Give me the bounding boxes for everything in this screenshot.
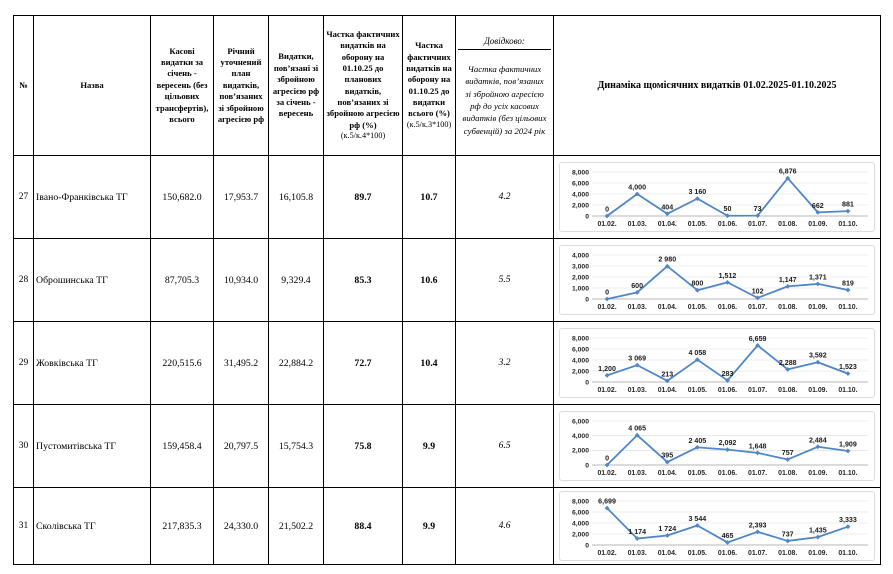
- cell-share-of-plan: 72.7: [324, 322, 403, 405]
- svg-text:01.03.: 01.03.: [627, 304, 647, 311]
- svg-text:0: 0: [585, 296, 589, 304]
- svg-text:2,000: 2,000: [571, 531, 589, 539]
- cell-reference-share-2024: 4.6: [456, 488, 554, 565]
- svg-text:102: 102: [751, 287, 764, 296]
- svg-text:01.03.: 01.03.: [627, 470, 647, 477]
- header-share-of-plan-formula: (к.5/к.4*100): [340, 131, 386, 141]
- cell-community-name: Сколівська ТГ: [34, 488, 151, 565]
- cell-row-number: 27: [14, 156, 34, 239]
- svg-text:662: 662: [811, 201, 824, 210]
- svg-text:757: 757: [781, 448, 794, 457]
- header-share-of-plan: [324, 16, 403, 156]
- svg-text:01.04.: 01.04.: [657, 470, 677, 477]
- svg-text:6,876: 6,876: [778, 167, 797, 176]
- svg-text:01.08.: 01.08.: [778, 304, 798, 311]
- cell-dynamics-chart: [554, 322, 881, 405]
- svg-text:2,000: 2,000: [571, 447, 589, 455]
- svg-text:0: 0: [605, 288, 610, 297]
- svg-text:01.08.: 01.08.: [778, 221, 798, 228]
- svg-text:3 160: 3 160: [688, 188, 707, 197]
- cell-row-number: 30: [14, 405, 34, 488]
- cell-annual-plan: 31,495.2: [214, 322, 269, 405]
- svg-text:01.08.: 01.08.: [778, 387, 798, 394]
- svg-text:2,484: 2,484: [808, 436, 827, 445]
- cell-annual-plan: 10,934.0: [214, 239, 269, 322]
- svg-text:1,909: 1,909: [839, 440, 857, 449]
- svg-text:01.07.: 01.07.: [748, 387, 768, 394]
- cell-reference-share-2024: 3.2: [456, 322, 554, 405]
- svg-text:01.10.: 01.10.: [838, 470, 858, 477]
- svg-text:01.05.: 01.05.: [687, 470, 707, 477]
- cell-dynamics-chart: [554, 405, 881, 488]
- svg-text:01.03.: 01.03.: [627, 221, 647, 228]
- header-aggression-expenditures: Видатки, пов’язані зі збройною агресією рф за січень - вересень: [269, 16, 324, 156]
- svg-text:0: 0: [585, 379, 589, 387]
- chart-svg: [560, 329, 872, 395]
- header-share-of-total-formula: (к.5/к.3*100): [406, 119, 452, 129]
- svg-text:01.02.: 01.02.: [597, 470, 617, 477]
- svg-text:1,435: 1,435: [808, 526, 827, 535]
- svg-text:3 544: 3 544: [688, 515, 707, 524]
- cell-reference-share-2024: 6.5: [456, 405, 554, 488]
- header-reference-body: Частка фактичних видатків, пов’язаних зі збройною агресією рф до усіх касових видатків (без цільових субвенцій) за 2024 рік: [462, 64, 547, 136]
- svg-text:6,699: 6,699: [598, 497, 616, 506]
- cell-community-name: Пустомитівська ТГ: [34, 405, 151, 488]
- svg-text:1 724: 1 724: [658, 525, 677, 534]
- svg-text:01.06.: 01.06.: [717, 304, 738, 311]
- svg-text:8,000: 8,000: [571, 335, 589, 343]
- cell-cash-expenditures: 217,835.3: [151, 488, 214, 565]
- svg-text:800: 800: [691, 279, 704, 288]
- table-row: [14, 322, 881, 405]
- svg-text:01.09.: 01.09.: [808, 470, 828, 477]
- cell-cash-expenditures: 159,458.4: [151, 405, 214, 488]
- svg-text:4,000: 4,000: [571, 252, 589, 260]
- svg-text:01.06.: 01.06.: [717, 470, 738, 477]
- cell-annual-plan: 20,797.5: [214, 405, 269, 488]
- svg-text:283: 283: [721, 369, 734, 378]
- cell-dynamics-chart: [554, 156, 881, 239]
- svg-text:1,512: 1,512: [718, 271, 737, 280]
- monthly-dynamics-line-chart: [559, 491, 875, 561]
- header-reference-title: Довідково:: [458, 34, 551, 50]
- monthly-dynamics-line-chart: [559, 162, 875, 232]
- svg-text:465: 465: [721, 531, 734, 540]
- svg-text:01.10.: 01.10.: [838, 304, 858, 311]
- chart-svg: [560, 163, 872, 229]
- svg-text:0: 0: [605, 205, 610, 214]
- cell-row-number: 29: [14, 322, 34, 405]
- chart-svg: [560, 246, 872, 312]
- svg-text:4,000: 4,000: [571, 432, 589, 440]
- svg-text:404: 404: [661, 203, 674, 212]
- svg-text:4,000: 4,000: [571, 191, 589, 199]
- svg-text:01.05.: 01.05.: [687, 387, 707, 394]
- cell-annual-plan: 24,330.0: [214, 488, 269, 565]
- cell-aggression-expenditures: 16,105.8: [269, 156, 324, 239]
- header-share-of-plan-text: Частка фактичних видатків на оборону на 01.10.25 до планових видатків, пов’язаних зі збройною агресією рф (%): [326, 29, 400, 130]
- svg-text:6,000: 6,000: [571, 180, 589, 188]
- cell-aggression-expenditures: 22,884.2: [269, 322, 324, 405]
- svg-text:01.04.: 01.04.: [657, 221, 677, 228]
- cell-share-of-total: 10.4: [403, 322, 456, 405]
- svg-text:01.08.: 01.08.: [778, 470, 798, 477]
- svg-text:3,592: 3,592: [808, 351, 827, 360]
- svg-text:2,000: 2,000: [571, 274, 589, 282]
- svg-text:213: 213: [661, 370, 674, 379]
- svg-text:1,000: 1,000: [571, 285, 589, 293]
- svg-text:01.07.: 01.07.: [748, 304, 768, 311]
- cell-share-of-total: 10.7: [403, 156, 456, 239]
- cell-share-of-plan: 88.4: [324, 488, 403, 565]
- svg-text:4,000: 4,000: [571, 357, 589, 365]
- header-row: [14, 16, 881, 156]
- cell-row-number: 31: [14, 488, 34, 565]
- svg-text:01.02.: 01.02.: [597, 550, 617, 557]
- cell-cash-expenditures: 220,515.6: [151, 322, 214, 405]
- svg-text:2,000: 2,000: [571, 202, 589, 210]
- svg-text:01.10.: 01.10.: [838, 550, 858, 557]
- svg-text:0: 0: [585, 213, 589, 221]
- cell-community-name: Жовківська ТГ: [34, 322, 151, 405]
- svg-text:3,000: 3,000: [571, 263, 589, 271]
- svg-text:3,333: 3,333: [839, 516, 857, 525]
- svg-text:01.06.: 01.06.: [717, 550, 738, 557]
- cell-cash-expenditures: 150,682.0: [151, 156, 214, 239]
- svg-text:6,659: 6,659: [748, 334, 767, 343]
- cell-community-name: Івано-Франківська ТГ: [34, 156, 151, 239]
- svg-text:73: 73: [753, 205, 762, 214]
- svg-text:2 980: 2 980: [658, 255, 677, 264]
- header-dynamics: Динаміка щомісячних видатків 01.02.2025-01.10.2025: [554, 16, 881, 156]
- cell-annual-plan: 17,953.7: [214, 156, 269, 239]
- cell-cash-expenditures: 87,705.3: [151, 239, 214, 322]
- svg-text:2,288: 2,288: [778, 358, 797, 367]
- svg-text:01.08.: 01.08.: [778, 550, 798, 557]
- svg-text:01.04.: 01.04.: [657, 304, 677, 311]
- monthly-dynamics-line-chart: [559, 411, 875, 481]
- svg-text:01.02.: 01.02.: [597, 304, 617, 311]
- header-number: №: [14, 16, 34, 156]
- svg-text:01.10.: 01.10.: [838, 387, 858, 394]
- svg-text:01.05.: 01.05.: [687, 304, 707, 311]
- svg-text:01.05.: 01.05.: [687, 550, 707, 557]
- cell-share-of-total: 10.6: [403, 239, 456, 322]
- svg-text:01.09.: 01.09.: [808, 387, 828, 394]
- cell-aggression-expenditures: 15,754.3: [269, 405, 324, 488]
- svg-text:881: 881: [842, 200, 854, 209]
- svg-text:8,000: 8,000: [571, 498, 589, 506]
- cell-reference-share-2024: 5.5: [456, 239, 554, 322]
- svg-text:600: 600: [631, 281, 644, 290]
- cell-share-of-total: 9.9: [403, 405, 456, 488]
- cell-row-number: 28: [14, 239, 34, 322]
- svg-text:1,523: 1,523: [839, 363, 857, 372]
- svg-text:6,000: 6,000: [571, 346, 589, 354]
- svg-text:01.02.: 01.02.: [597, 387, 617, 394]
- svg-text:1 174: 1 174: [628, 528, 647, 537]
- svg-text:01.03.: 01.03.: [627, 550, 647, 557]
- svg-text:01.06.: 01.06.: [717, 221, 738, 228]
- header-share-of-total: [403, 16, 456, 156]
- cell-community-name: Оброшинська ТГ: [34, 239, 151, 322]
- monthly-dynamics-line-chart: [559, 328, 875, 398]
- monthly-dynamics-line-chart: [559, 245, 875, 315]
- cell-dynamics-chart: [554, 488, 881, 565]
- svg-text:0: 0: [585, 542, 589, 550]
- svg-text:4 058: 4 058: [688, 349, 707, 358]
- svg-text:01.09.: 01.09.: [808, 221, 828, 228]
- header-share-of-total-text: Частка фактичних видатків на оборону на 01.10.25 до видатки всього (%): [406, 40, 452, 119]
- chart-svg: [560, 412, 872, 478]
- cell-share-of-total: 9.9: [403, 488, 456, 565]
- table-row: [14, 488, 881, 565]
- svg-text:0: 0: [585, 462, 589, 470]
- svg-text:0: 0: [605, 454, 610, 463]
- chart-svg: [560, 492, 872, 558]
- cell-share-of-plan: 85.3: [324, 239, 403, 322]
- svg-text:01.10.: 01.10.: [838, 221, 858, 228]
- table-row: [14, 156, 881, 239]
- svg-text:01.07.: 01.07.: [748, 550, 768, 557]
- svg-text:1,147: 1,147: [778, 275, 797, 284]
- svg-text:01.09.: 01.09.: [808, 304, 828, 311]
- cell-aggression-expenditures: 9,329.4: [269, 239, 324, 322]
- svg-text:2,000: 2,000: [571, 368, 589, 376]
- svg-text:6,000: 6,000: [571, 509, 589, 517]
- svg-text:2,393: 2,393: [748, 521, 767, 530]
- svg-text:3 069: 3 069: [628, 354, 647, 363]
- expenditure-table: [13, 15, 881, 565]
- svg-text:1,648: 1,648: [748, 442, 767, 451]
- svg-text:395: 395: [661, 451, 674, 460]
- svg-text:01.07.: 01.07.: [748, 470, 768, 477]
- header-cash-expenditures: Касові видатки за січень - вересень (без цільових трансфертів), всього: [151, 16, 214, 156]
- svg-text:01.04.: 01.04.: [657, 387, 677, 394]
- svg-text:01.04.: 01.04.: [657, 550, 677, 557]
- svg-text:01.02.: 01.02.: [597, 221, 617, 228]
- table-row: [14, 405, 881, 488]
- svg-text:1,371: 1,371: [808, 273, 827, 282]
- header-reference: [456, 16, 554, 156]
- svg-text:4 065: 4 065: [628, 424, 647, 433]
- svg-text:1,200: 1,200: [598, 364, 616, 373]
- svg-text:8,000: 8,000: [571, 169, 589, 177]
- cell-reference-share-2024: 4.2: [456, 156, 554, 239]
- svg-text:01.06.: 01.06.: [717, 387, 738, 394]
- svg-text:819: 819: [842, 279, 854, 288]
- svg-text:4,000: 4,000: [571, 520, 589, 528]
- svg-text:50: 50: [723, 205, 732, 214]
- svg-text:4,000: 4,000: [628, 183, 647, 192]
- svg-text:01.03.: 01.03.: [627, 387, 647, 394]
- cell-share-of-plan: 75.8: [324, 405, 403, 488]
- cell-dynamics-chart: [554, 239, 881, 322]
- svg-text:737: 737: [781, 530, 794, 539]
- header-name: Назва: [34, 16, 151, 156]
- svg-text:2,092: 2,092: [718, 439, 737, 448]
- cell-aggression-expenditures: 21,502.2: [269, 488, 324, 565]
- svg-text:01.09.: 01.09.: [808, 550, 828, 557]
- header-annual-plan: Річний уточнений план видатків, пов’язаних зі збройною агресією рф: [214, 16, 269, 156]
- table-row: [14, 239, 881, 322]
- svg-text:6,000: 6,000: [571, 418, 589, 426]
- cell-share-of-plan: 89.7: [324, 156, 403, 239]
- svg-text:01.05.: 01.05.: [687, 221, 707, 228]
- svg-text:2 405: 2 405: [688, 436, 707, 445]
- svg-text:01.07.: 01.07.: [748, 221, 768, 228]
